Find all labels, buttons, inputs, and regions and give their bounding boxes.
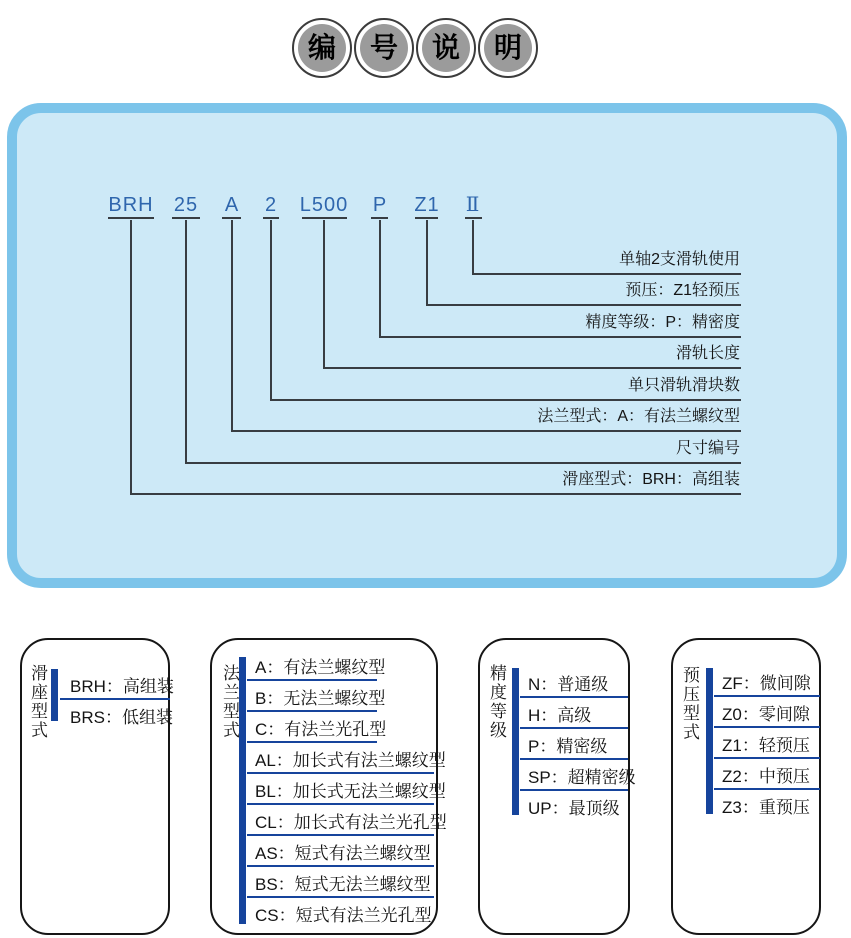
callout-line-vertical xyxy=(231,220,233,430)
code-part-underline xyxy=(263,217,279,219)
legend-row: P：精密级 xyxy=(520,729,636,760)
callout-label: 单轴2支滑轨使用 xyxy=(619,251,740,268)
legend-row: BL：加长式无法兰螺纹型 xyxy=(247,774,447,805)
legend-row: C：有法兰光孔型 xyxy=(247,712,447,743)
legend-box-accuracy-grade xyxy=(478,638,636,935)
title-badge-char: 号 xyxy=(369,32,398,63)
title-badge-char: 编 xyxy=(307,32,336,63)
code-part-underline xyxy=(302,217,347,219)
callout-label: 法兰型式：A：有法兰螺纹型 xyxy=(537,408,740,425)
code-part-text: BRH xyxy=(108,194,154,216)
legend-row: BRH：高组装 xyxy=(60,669,174,700)
legend-rows xyxy=(247,650,447,929)
title-badge-disc xyxy=(484,24,532,72)
legend-row: CS：短式有法兰光孔型 xyxy=(255,906,432,925)
legend-accent-bar xyxy=(706,668,713,814)
callout-label: 滑座型式：BRH：高组装 xyxy=(562,471,740,488)
legend-box-title: 精度等级 xyxy=(487,664,506,740)
title-badge-disc xyxy=(422,24,470,72)
legend-row: N：普通级 xyxy=(520,667,636,698)
legend-row: Z0：零间隙 xyxy=(714,697,811,728)
callout-line-horizontal xyxy=(323,367,741,369)
legend-row: H：高级 xyxy=(520,698,636,729)
code-part-underline xyxy=(415,217,438,219)
legend-row: Z1：轻预压 xyxy=(714,728,811,759)
legend-box-slider-type xyxy=(20,638,174,935)
code-part-text: A xyxy=(224,194,240,216)
title-badge xyxy=(354,18,414,78)
title-badge xyxy=(478,18,538,78)
callout-line-vertical xyxy=(185,220,187,462)
code-part-text: L500 xyxy=(299,194,349,216)
legend-row: Z2：中预压 xyxy=(714,759,811,790)
title-badge xyxy=(292,18,352,78)
legend-box-title: 法兰型式 xyxy=(220,664,239,740)
title-badge-char: 说 xyxy=(431,32,460,63)
legend-accent-bar xyxy=(51,669,58,721)
code-part-text: Ⅱ xyxy=(465,194,481,216)
title-badge xyxy=(416,18,476,78)
callout-label: 精度等级：P：精密度 xyxy=(585,314,740,331)
code-part-underline xyxy=(108,217,154,219)
callout-label: 滑轨长度 xyxy=(675,345,740,362)
callout-label: 尺寸编号 xyxy=(675,440,740,457)
callout-label: 预压：Z1轻预压 xyxy=(625,282,740,299)
legend-box-preload-type xyxy=(671,638,821,935)
legend-rows xyxy=(714,666,811,821)
code-part-text: 25 xyxy=(173,194,199,216)
legend-accent-bar xyxy=(239,657,246,924)
callout-line-vertical xyxy=(426,220,428,304)
code-part-text: P xyxy=(372,194,388,216)
legend-row: BS：短式无法兰螺纹型 xyxy=(247,867,447,898)
callout-line-horizontal xyxy=(472,273,741,275)
callout-label: 单只滑轨滑块数 xyxy=(627,377,740,394)
callout-line-vertical xyxy=(270,220,272,399)
legend-row: UP：最顶级 xyxy=(528,799,620,818)
legend-accent-bar xyxy=(512,668,519,815)
legend-rows xyxy=(520,667,636,822)
legend-rows xyxy=(60,669,174,731)
legend-row: AS：短式有法兰螺纹型 xyxy=(247,836,447,867)
legend-row: Z3：重预压 xyxy=(722,798,810,817)
legend-box-title: 滑座型式 xyxy=(28,664,47,740)
title-badge-char: 明 xyxy=(493,32,522,63)
legend-row: AL：加长式有法兰螺纹型 xyxy=(247,743,447,774)
code-part-underline xyxy=(371,217,388,219)
callout-line-vertical xyxy=(323,220,325,367)
legend-row: BRS：低组装 xyxy=(70,708,173,727)
legend-box-title: 预压型式 xyxy=(680,666,699,742)
callout-line-horizontal xyxy=(379,336,741,338)
legend-box-flange-type xyxy=(210,638,447,935)
code-part-text: Z1 xyxy=(414,194,440,216)
callout-line-vertical xyxy=(379,220,381,336)
title-badge-disc xyxy=(298,24,346,72)
legend-row: A：有法兰螺纹型 xyxy=(247,650,447,681)
callout-line-horizontal xyxy=(185,462,741,464)
code-part-underline xyxy=(465,217,482,219)
legend-row: SP：超精密级 xyxy=(520,760,636,791)
callout-line-vertical xyxy=(472,220,474,273)
callout-line-horizontal xyxy=(130,493,741,495)
callout-line-horizontal xyxy=(426,304,741,306)
code-part-underline xyxy=(172,217,200,219)
title-badge-disc xyxy=(360,24,408,72)
legend-row: ZF：微间隙 xyxy=(714,666,811,697)
callout-line-vertical xyxy=(130,220,132,493)
callout-line-horizontal xyxy=(270,399,741,401)
code-part-text: 2 xyxy=(264,194,278,216)
legend-row: B：无法兰螺纹型 xyxy=(247,681,447,712)
code-part-underline xyxy=(222,217,241,219)
legend-row: CL：加长式有法兰光孔型 xyxy=(247,805,447,836)
callout-line-horizontal xyxy=(231,430,741,432)
